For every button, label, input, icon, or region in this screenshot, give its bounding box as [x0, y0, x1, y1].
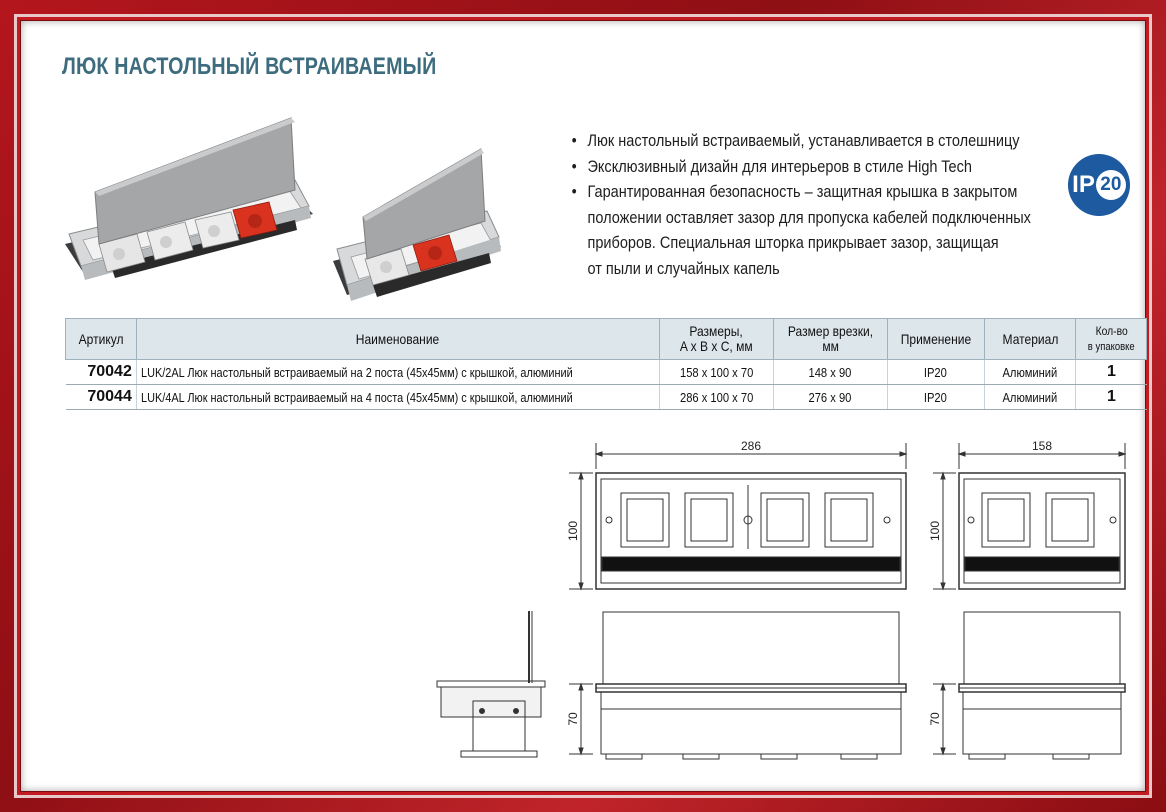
drawing-large-top-view	[569, 443, 906, 589]
feature-list	[569, 129, 1049, 282]
header-material	[984, 319, 1076, 360]
feature-item: • Гарантированная безопасность – защитная крышка в закрытом	[569, 180, 1063, 206]
cell-application	[887, 385, 984, 410]
header-application	[887, 319, 984, 360]
catalog-page	[20, 20, 1146, 792]
cell-dims-text: 158 x 100 x 70	[679, 364, 754, 380]
header-quantity	[1076, 319, 1147, 360]
badge-ip-number: 20	[1096, 170, 1126, 200]
cell-name-text: LUK/4AL Люк настольный встраиваемый на 4 поста (45х45мм) с крышкой, алюминий	[140, 389, 573, 405]
drawing-large-front-view	[569, 612, 906, 759]
header-article	[66, 319, 137, 360]
table-header-row	[66, 319, 1147, 360]
cell-name	[136, 360, 659, 385]
cell-material	[984, 360, 1076, 385]
cell-cutout	[774, 385, 887, 410]
feature-item: • Эксклюзивный дизайн для интерьеров в стиле High Tech	[569, 155, 1063, 181]
feature-item-continued	[569, 231, 1063, 257]
badge-ip-label: IP	[1072, 171, 1095, 198]
dim-small-depth: 70	[928, 712, 942, 726]
dim-small-height: 100	[928, 520, 942, 542]
feature-item-continued	[569, 206, 1063, 232]
feature-text: положении оставляет зазор для пропуска кабелей подключенных	[587, 208, 1031, 227]
feature-item: • Люк настольный встраиваемый, устанавливается в столешницу	[569, 129, 1063, 155]
header-cut-line1: Размер врезки,	[787, 323, 873, 339]
cell-cut-text: 276 x 90	[808, 389, 852, 405]
cell-name	[136, 385, 659, 410]
header-dimensions	[659, 319, 773, 360]
dim-large-depth: 70	[566, 712, 580, 726]
cell-dims-text: 286 x 100 x 70	[679, 389, 754, 405]
cell-name-text: LUK/2AL Люк настольный встраиваемый на 2 поста (45х45мм) с крышкой, алюминий	[140, 364, 573, 380]
cell-cut-text: 148 x 90	[808, 364, 852, 380]
cell-dimensions	[659, 360, 773, 385]
header-name-text: Наименование	[356, 330, 440, 347]
header-material-text: Материал	[1002, 330, 1058, 347]
cell-dimensions	[659, 385, 773, 410]
cell-application-text: IP20	[924, 389, 948, 405]
page-title: ЛЮК НАСТОЛЬНЫЙ ВСТРАИВАЕМЫЙ	[62, 53, 437, 80]
header-name	[136, 319, 659, 360]
spec-table	[65, 318, 1147, 410]
cell-material-text: Алюминий	[1002, 389, 1058, 405]
drawing-side-profile	[437, 611, 545, 757]
header-dims-line2: A x B x C, мм	[680, 338, 753, 354]
dim-large-height: 100	[566, 520, 580, 542]
header-cut-line2: мм	[822, 338, 839, 354]
header-article-text: Артикул	[78, 330, 124, 347]
table-row	[66, 360, 1147, 385]
feature-item-continued	[569, 257, 1063, 283]
feature-text: приборов. Специальная шторка прикрывает зазор, защищая	[587, 234, 999, 252]
ip20-badge-icon	[1068, 154, 1130, 216]
cell-material-text: Алюминий	[1002, 364, 1058, 380]
cell-cutout	[774, 360, 887, 385]
cell-article: 70042	[66, 360, 137, 385]
header-dims-line1: Размеры,	[689, 323, 744, 339]
drawing-small-top-view	[933, 443, 1125, 589]
dim-small-width: 158	[1031, 439, 1053, 453]
header-qty-line2: в упаковке	[1087, 340, 1135, 353]
header-application-text: Применение	[900, 330, 971, 347]
cell-application	[887, 360, 984, 385]
cell-application-text: IP20	[924, 364, 948, 380]
product-photo-2-post	[329, 131, 507, 327]
cell-article: 70044	[66, 385, 137, 410]
feature-text: от пыли и случайных капель	[587, 259, 780, 278]
product-photo-4-post	[59, 94, 321, 310]
cell-material	[984, 385, 1076, 410]
header-cutout	[774, 319, 887, 360]
table-row	[66, 385, 1147, 410]
cell-quantity: 1	[1076, 385, 1147, 410]
header-qty-line1: Кол-во	[1095, 323, 1128, 338]
dim-large-width: 286	[740, 439, 762, 453]
cell-quantity: 1	[1076, 360, 1147, 385]
drawing-small-front-view	[933, 612, 1125, 759]
